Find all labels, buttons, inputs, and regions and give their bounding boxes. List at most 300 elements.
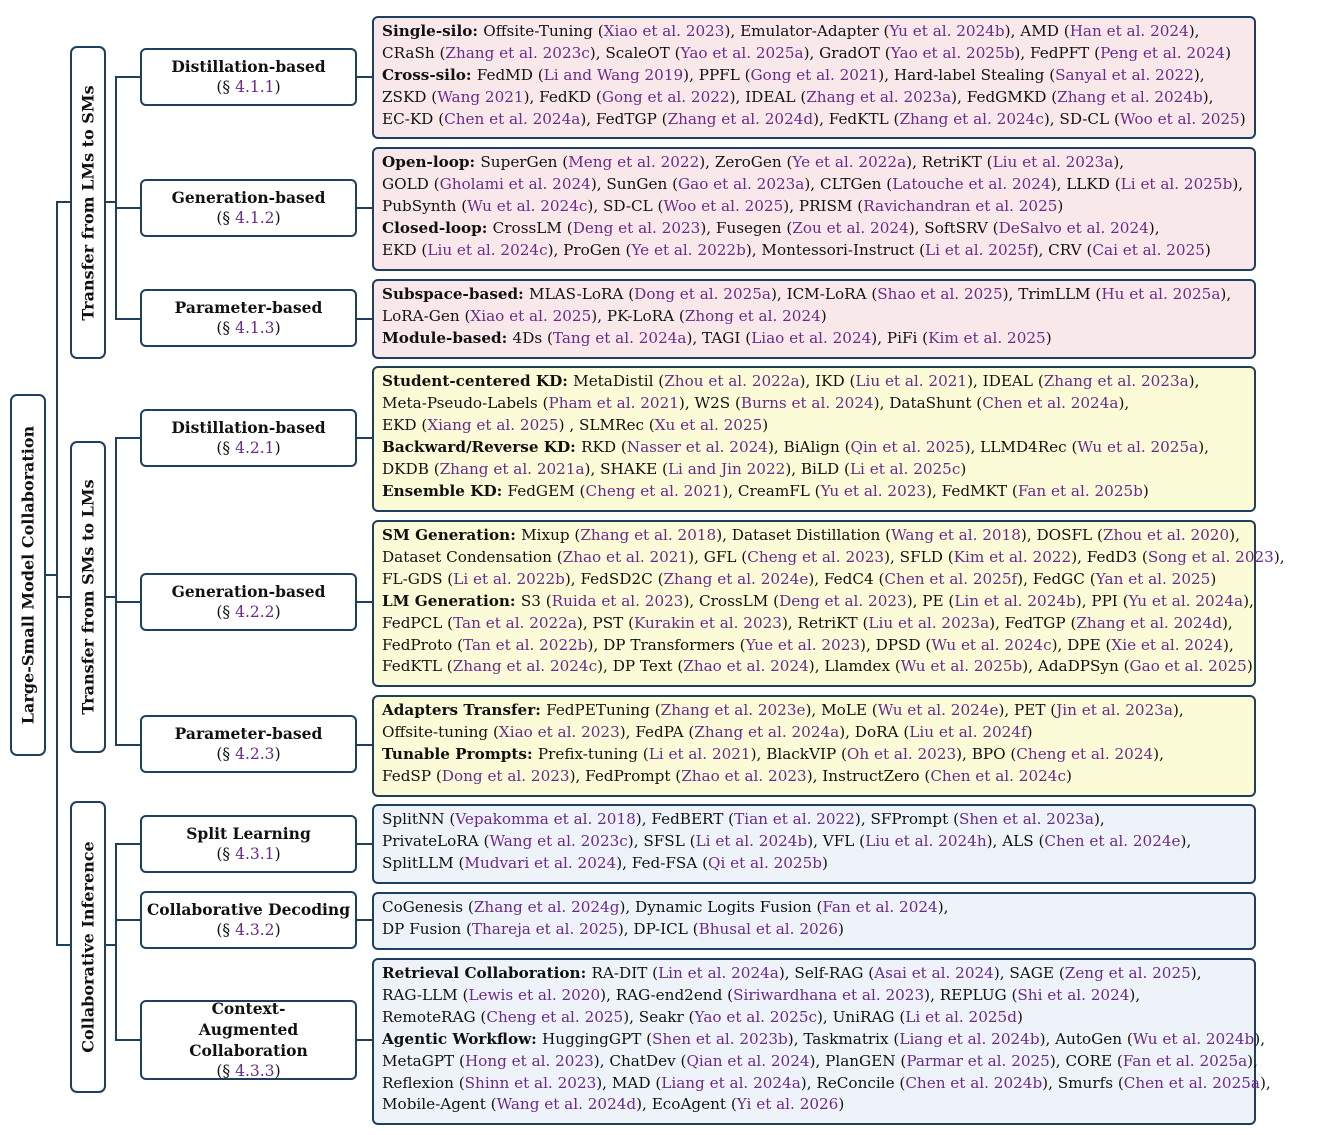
method-text: PrivateLoRA ( — [382, 831, 490, 850]
method-text: ), — [1148, 218, 1160, 237]
citation-link[interactable]: Mudvari et al. 2024 — [464, 853, 617, 872]
method-text: DP Fusion ( — [382, 919, 472, 938]
citation-link[interactable]: Yue et al. 2023 — [745, 635, 861, 654]
node-section: (§ 4.3.1) — [216, 845, 281, 863]
method-text: FedPCL ( — [382, 613, 454, 632]
method-text: ), — [1247, 1051, 1258, 1070]
citation-link[interactable]: Qian et al. 2024 — [686, 1051, 810, 1070]
category-label: Open-loop: — [382, 153, 481, 171]
method-text: ), IKD ( — [799, 372, 856, 390]
citation-link[interactable]: Asai et al. 2024 — [874, 964, 994, 982]
leaf-line — [382, 1094, 1246, 1116]
citation-link[interactable]: Ye et al. 2022b — [631, 240, 746, 259]
citation-link[interactable]: Lewis et al. 2020 — [468, 985, 601, 1004]
method-text: ), PPFL ( — [683, 65, 751, 84]
method-text: ), FedTGP ( — [989, 613, 1077, 632]
citation-link[interactable]: Wang et al. 2018 — [891, 526, 1021, 544]
method-text: ), DoRA ( — [839, 722, 910, 741]
citation-link[interactable]: Lin et al. 2024a — [658, 964, 779, 982]
section-number[interactable]: 4.2.3 — [235, 745, 275, 763]
citation-link[interactable]: Hong et al. 2023 — [464, 1051, 594, 1070]
method-text: ), — [1220, 285, 1232, 303]
method-text: ), Hard-label Stealing ( — [878, 65, 1056, 84]
connector — [56, 944, 70, 946]
section-number[interactable]: 4.1.3 — [235, 319, 275, 337]
citation-link[interactable]: Zhang et al. 2024d — [667, 109, 814, 128]
citation-link[interactable]: Tian et al. 2022 — [734, 810, 855, 828]
method-node — [140, 409, 357, 467]
leaf-box — [372, 804, 1256, 884]
method-node — [140, 715, 357, 773]
category-label: Retrieval Collaboration: — [382, 964, 592, 982]
method-node — [140, 48, 357, 106]
citation-link[interactable]: Zhang et al. 2024b — [1057, 87, 1203, 106]
node-section: (§ 4.1.2) — [216, 209, 281, 227]
citation-link[interactable]: Zhou et al. 2020 — [1102, 526, 1230, 544]
citation-link[interactable]: Xiang et al. 2025 — [427, 415, 559, 434]
method-text: ), CORE ( — [1049, 1051, 1123, 1070]
citation-link[interactable]: Yao et al. 2025c — [694, 1007, 817, 1026]
citation-link[interactable]: Zhao et al. 2021 — [562, 547, 689, 566]
method-node — [140, 815, 357, 873]
citation-link[interactable]: Chen et al. 2024b — [905, 1073, 1043, 1092]
method-text: ), IDEAL ( — [967, 372, 1044, 390]
citation-link[interactable]: Xu et al. 2025 — [654, 415, 763, 434]
citation-link[interactable]: Yao et al. 2025b — [890, 43, 1015, 62]
method-text: ), PPI ( — [1075, 591, 1129, 610]
citation-link[interactable]: Siriwardhana et al. 2023 — [733, 985, 925, 1004]
citation-link[interactable]: Liang et al. 2024a — [661, 1073, 801, 1092]
citation-link[interactable]: Zhang et al. 2018 — [580, 526, 717, 544]
citation-link[interactable]: Chen et al. 2024c — [930, 766, 1066, 785]
citation-link[interactable]: Liu et al. 2021 — [855, 372, 968, 390]
method-text: ), UniRAG ( — [816, 1007, 906, 1026]
citation-link[interactable]: Shi et al. 2024 — [1017, 985, 1130, 1004]
method-text: ), — [1273, 547, 1285, 566]
connector — [115, 207, 140, 209]
connector — [115, 1039, 140, 1041]
method-text: ), DPSD ( — [860, 635, 932, 654]
method-text: ), FedSD2C ( — [564, 569, 664, 588]
citation-link[interactable]: Yu et al. 2024a — [1128, 591, 1244, 610]
method-text: ) — [1142, 481, 1149, 500]
citation-link[interactable]: Yan et al. 2025 — [1095, 569, 1211, 588]
method-node — [140, 573, 357, 631]
citation-link[interactable]: Tan et al. 2022a — [453, 613, 577, 632]
method-text: 4Ds ( — [512, 328, 553, 347]
citation-link[interactable]: Zou et al. 2024 — [792, 218, 909, 237]
citation-link[interactable]: Zhang et al. 2024e — [663, 569, 809, 588]
method-text: FedKTL ( — [382, 657, 453, 676]
method-text: EC-KD ( — [382, 109, 445, 128]
citation-link[interactable]: Zhang et al. 2024c — [452, 657, 598, 676]
method-text: ), SFSL ( — [627, 831, 696, 850]
citation-link[interactable]: Gao et al. 2023a — [678, 174, 805, 193]
leaf-line — [382, 613, 1246, 635]
root-label: Large-Small Model Collaboration — [18, 425, 38, 725]
leaf-line — [382, 1051, 1258, 1073]
citation-link[interactable]: Cai et al. 2025 — [1092, 240, 1205, 259]
method-text: ), W2S ( — [678, 393, 741, 412]
citation-link[interactable]: Chen et al. 2024a — [982, 393, 1119, 412]
method-text: RA-DIT ( — [591, 964, 659, 982]
citation-link[interactable]: Lin et al. 2024b — [954, 591, 1076, 610]
connector — [356, 1039, 372, 1041]
method-text: ), Fusegen ( — [700, 218, 793, 237]
citation-link[interactable]: DeSalvo et al. 2024 — [998, 218, 1149, 237]
citation-link[interactable]: Liu et al. 2023a — [868, 613, 990, 632]
leaf-box — [372, 695, 1256, 797]
method-text: ), RetriKT ( — [906, 153, 993, 171]
citation-link[interactable]: Li et al. 2025f — [925, 240, 1033, 259]
method-text: FedProto ( — [382, 635, 464, 654]
category-label: Ensemble KD: — [382, 481, 508, 500]
method-text: ), GFL ( — [688, 547, 748, 566]
node-title: Parameter-based — [174, 298, 323, 317]
citation-link[interactable]: Cheng et al. 2023 — [747, 547, 885, 566]
citation-link[interactable]: Zhao et al. 2024 — [683, 657, 809, 676]
method-text: ), — [1129, 985, 1141, 1004]
connector — [56, 201, 70, 203]
method-text: ), — [1172, 701, 1184, 719]
citation-link[interactable]: Liang et al. 2024b — [899, 1029, 1040, 1048]
citation-link[interactable]: Cheng et al. 2025 — [486, 1007, 624, 1026]
leaf-box — [372, 16, 1256, 139]
method-text: RemoteRAG ( — [382, 1007, 487, 1026]
citation-link[interactable]: Shen et al. 2023a — [959, 810, 1094, 828]
method-text: CrossLM ( — [492, 218, 573, 237]
citation-link[interactable]: Zhong et al. 2024 — [684, 306, 821, 325]
node-title: Split Learning — [186, 824, 311, 843]
node-section: (§ 4.2.2) — [216, 603, 281, 621]
citation-link[interactable]: Wu et al. 2024e — [877, 701, 999, 719]
method-text: ), BiAlign ( — [767, 437, 851, 456]
citation-link[interactable]: Yu et al. 2023 — [820, 481, 927, 500]
citation-link[interactable]: Deng et al. 2023 — [572, 218, 701, 237]
citation-link[interactable]: Hu et al. 2025a — [1101, 285, 1221, 303]
citation-link[interactable]: Xie et al. 2024 — [1111, 635, 1224, 654]
method-text: ), — [1188, 22, 1200, 40]
method-text: ), DPE ( — [1051, 635, 1112, 654]
method-text: FL-GDS ( — [382, 569, 454, 588]
method-text: ), SunGen ( — [590, 174, 679, 193]
section-number[interactable]: 4.3.1 — [235, 845, 275, 863]
citation-link[interactable]: Meng et al. 2022 — [568, 153, 700, 171]
citation-link[interactable]: Zhang et al. 2023a — [806, 87, 952, 106]
citation-link[interactable]: Wu et al. 2024c — [931, 635, 1052, 654]
citation-link[interactable]: Zhang et al. 2024c — [899, 109, 1044, 128]
method-text: ), FedGMKD ( — [951, 87, 1058, 106]
citation-link[interactable]: Kurakin et al. 2023 — [634, 613, 782, 632]
method-text: DKDB ( — [382, 459, 440, 478]
leaf-box — [372, 892, 1256, 950]
method-text: ), FedGC ( — [1017, 569, 1096, 588]
leaf-line — [382, 1029, 1266, 1051]
citation-link[interactable]: Pham et al. 2021 — [548, 393, 679, 412]
citation-link[interactable]: Zhang et al. 2024a — [694, 722, 840, 741]
method-text: ), DOSFL ( — [1020, 526, 1103, 544]
method-text: ), REPLUG ( — [924, 985, 1018, 1004]
group-label: Transfer from LMs to SMs — [78, 84, 98, 321]
citation-link[interactable]: Gong et al. 2021 — [750, 65, 879, 84]
citation-link[interactable]: Fan et al. 2024 — [822, 898, 938, 916]
citation-link[interactable]: Deng et al. 2023 — [779, 591, 907, 610]
group-sm-to-lm — [70, 441, 106, 753]
node-section: (§ 4.2.3) — [216, 745, 281, 763]
citation-link[interactable]: Chen et al. 2024e — [1044, 831, 1181, 850]
citation-link[interactable]: Qi et al. 2025b — [708, 853, 822, 872]
method-text: ), SoftSRV ( — [908, 218, 999, 237]
citation-link[interactable]: Zhang et al. 2023a — [1043, 372, 1189, 390]
citation-link[interactable]: Fan et al. 2025a — [1122, 1051, 1248, 1070]
citation-link[interactable]: Gong et al. 2022 — [601, 87, 730, 106]
root-node — [10, 394, 46, 756]
citation-link[interactable]: Yi et al. 2026 — [736, 1095, 839, 1114]
citation-link[interactable]: Dong et al. 2023 — [441, 766, 570, 785]
method-text: ), FedBERT ( — [635, 810, 735, 828]
method-text: ), Taskmatrix ( — [787, 1029, 900, 1048]
leaf-line — [382, 635, 1246, 657]
method-text: ), FedPrompt ( — [569, 766, 682, 785]
method-text: ) — [762, 415, 769, 434]
method-text: ), — [1094, 810, 1105, 828]
method-text: Reflexion ( — [382, 1073, 465, 1092]
connector — [115, 437, 117, 746]
method-text: ), ZeroGen ( — [699, 153, 793, 171]
citation-link[interactable]: Cheng et al. 2021 — [585, 481, 723, 500]
leaf-line — [382, 393, 1246, 415]
citation-link[interactable]: Peng et al. 2024 — [1100, 43, 1226, 62]
citation-link[interactable]: Zeng et al. 2025 — [1064, 964, 1191, 982]
method-text: Meta-Pseudo-Labels ( — [382, 393, 549, 412]
citation-link[interactable]: Fan et al. 2025b — [1017, 481, 1143, 500]
citation-link[interactable]: Wang 2021 — [437, 87, 524, 106]
citation-link[interactable]: Li et al. 2025d — [905, 1007, 1017, 1026]
citation-link[interactable]: Zhang et al. 2021a — [439, 459, 585, 478]
citation-link[interactable]: Zhang et al. 2023c — [445, 43, 590, 62]
citation-link[interactable]: Wu et al. 2024b — [1132, 1029, 1255, 1048]
citation-link[interactable]: Jin et al. 2023a — [1056, 701, 1173, 719]
method-text: ), BPO ( — [956, 744, 1017, 763]
method-text: ), FedKTL ( — [813, 109, 900, 128]
citation-link[interactable]: Li et al. 2025b — [1120, 174, 1233, 193]
connector — [356, 744, 372, 746]
method-text: ), TAGI ( — [686, 328, 752, 347]
method-text: RAG-LLM ( — [382, 985, 469, 1004]
method-text: ) — [820, 306, 827, 325]
method-text: ), — [1254, 1029, 1266, 1048]
citation-link[interactable]: Zhou et al. 2022a — [664, 372, 800, 390]
citation-link[interactable]: Latouche et al. 2024 — [892, 174, 1051, 193]
citation-link[interactable]: Thareja et al. 2025 — [471, 919, 618, 938]
section-number[interactable]: 4.2.2 — [235, 603, 275, 621]
node-title: Distillation-based — [171, 418, 326, 437]
citation-link[interactable]: Chen et al. 2024a — [444, 109, 581, 128]
citation-link[interactable]: Gao et al. 2025 — [1129, 657, 1247, 676]
citation-link[interactable]: Ruida et al. 2023 — [551, 591, 684, 610]
method-text: ) — [822, 853, 828, 872]
method-text: ), AutoGen ( — [1039, 1029, 1133, 1048]
method-text: ), SFPrompt ( — [854, 810, 960, 828]
method-text: ), — [937, 898, 949, 916]
citation-link[interactable]: Vepakomma et al. 2018 — [455, 810, 636, 828]
citation-link[interactable]: Chen et al. 2025a — [1123, 1073, 1260, 1092]
citation-link[interactable]: Woo et al. 2025 — [1119, 109, 1240, 128]
method-text: LoRA-Gen ( — [382, 306, 471, 325]
node-title: Parameter-based — [174, 724, 323, 743]
category-label: Adapters Transfer: — [382, 701, 547, 719]
leaf-line — [382, 766, 1246, 788]
citation-link[interactable]: Wu et al. 2025a — [1077, 437, 1199, 456]
citation-link[interactable]: Yu et al. 2024b — [889, 22, 1005, 40]
citation-link[interactable]: Wu et al. 2025b — [900, 657, 1023, 676]
citation-link[interactable]: Wang et al. 2024d — [496, 1095, 637, 1114]
citation-link[interactable]: Xiao et al. 2023 — [603, 22, 725, 40]
node-title: Collaborative Decoding — [146, 900, 351, 919]
section-number[interactable]: 4.1.1 — [235, 78, 275, 96]
method-text: ), ProGen ( — [547, 240, 632, 259]
citation-link[interactable]: Tang et al. 2024a — [552, 328, 687, 347]
method-text: ), — [1180, 831, 1192, 850]
citation-link[interactable]: Wang et al. 2023c — [489, 831, 628, 850]
citation-link[interactable]: Zhang et al. 2024d — [1076, 613, 1222, 632]
section-number[interactable]: 4.3.3 — [235, 1062, 275, 1080]
citation-link[interactable]: Parmar et al. 2025 — [906, 1051, 1050, 1070]
method-node — [140, 179, 357, 237]
citation-link[interactable]: Liu et al. 2024h — [865, 831, 987, 850]
leaf-line — [382, 306, 1246, 328]
method-text: ), — [1259, 1073, 1271, 1092]
method-text: ), — [1229, 526, 1240, 544]
leaf-line — [382, 744, 1246, 766]
method-text: ), Dataset Distillation ( — [716, 526, 892, 544]
citation-link[interactable]: Cheng et al. 2024 — [1016, 744, 1154, 763]
method-text: ), DataShunt ( — [873, 393, 983, 412]
leaf-line — [382, 722, 1246, 744]
category-label: SM Generation: — [382, 526, 522, 544]
group-label: Collaborative Inference — [78, 841, 98, 1053]
citation-link[interactable]: Shao et al. 2025 — [877, 285, 1003, 303]
citation-link[interactable]: Bhusal et al. 2026 — [698, 919, 838, 938]
leaf-line — [382, 1007, 1246, 1029]
citation-link[interactable]: Nasser et al. 2024 — [626, 437, 768, 456]
citation-link[interactable]: Liu et al. 2023a — [992, 153, 1114, 171]
citation-link[interactable]: Li et al. 2024b — [695, 831, 808, 850]
leaf-line — [382, 87, 1246, 109]
citation-link[interactable]: Chen et al. 2025f — [884, 569, 1018, 588]
citation-link[interactable]: Liu et al. 2024c — [427, 240, 548, 259]
citation-link[interactable]: Kim et al. 2025 — [928, 328, 1046, 347]
leaf-line — [382, 21, 1246, 43]
citation-link[interactable]: Xiao et al. 2025 — [470, 306, 592, 325]
citation-link[interactable]: Han et al. 2024 — [1069, 22, 1189, 40]
leaf-line — [382, 65, 1246, 87]
method-text: MLAS-LoRA ( — [529, 285, 635, 303]
method-text: ), FedPA ( — [619, 722, 695, 741]
node-section: (§ 4.3.3) — [216, 1062, 281, 1080]
method-text: ), PE ( — [906, 591, 955, 610]
method-text: ) — [1246, 657, 1253, 676]
method-text: ) , SLMRec ( — [558, 415, 655, 434]
citation-link[interactable]: Zhang et al. 2023e — [660, 701, 806, 719]
citation-link[interactable]: Kim et al. 2022 — [953, 547, 1072, 566]
connector — [356, 437, 372, 439]
citation-link[interactable]: Ravichandran et al. 2025 — [863, 196, 1058, 215]
citation-link[interactable]: Li and Jin 2022 — [667, 459, 786, 478]
citation-link[interactable]: Xiao et al. 2023 — [498, 722, 620, 741]
connector — [56, 201, 58, 946]
method-text: Offsite-Tuning ( — [483, 22, 604, 40]
citation-link[interactable]: Liu et al. 2024f — [909, 722, 1027, 741]
method-text: ), FedMKT ( — [926, 481, 1018, 500]
citation-link[interactable]: Zhang et al. 2024g — [473, 898, 620, 916]
node-title: Generation-based — [171, 188, 326, 207]
citation-link[interactable]: Li et al. 2025c — [849, 459, 961, 478]
leaf-line — [382, 328, 1246, 350]
citation-link[interactable]: Gholami et al. 2024 — [439, 174, 591, 193]
citation-link[interactable]: Shen et al. 2023b — [652, 1029, 788, 1048]
citation-link[interactable]: Dong et al. 2025a — [634, 285, 771, 303]
citation-link[interactable]: Song et al. 2023 — [1147, 547, 1274, 566]
method-text: FedSP ( — [382, 766, 442, 785]
method-text: Offsite-tuning ( — [382, 722, 499, 741]
connector — [115, 919, 140, 921]
citation-link[interactable]: Yao et al. 2025a — [680, 43, 804, 62]
method-text: ), GradOT ( — [803, 43, 891, 62]
method-text: ), ALS ( — [986, 831, 1045, 850]
citation-link[interactable]: Li and Wang 2019 — [543, 65, 684, 84]
method-text: ), Seakr ( — [623, 1007, 695, 1026]
leaf-box — [372, 520, 1285, 687]
method-text: ), RetriKT ( — [781, 613, 869, 632]
method-text: ), Emulator-Adapter ( — [724, 22, 890, 40]
section-number[interactable]: 4.2.1 — [235, 439, 275, 457]
citation-link[interactable]: Tan et al. 2022b — [463, 635, 588, 654]
citation-link[interactable]: Oh et al. 2023 — [846, 744, 957, 763]
citation-link[interactable]: Ye et al. 2022a — [792, 153, 907, 171]
citation-link[interactable]: Qin et al. 2025 — [850, 437, 965, 456]
method-text: ), FedTGP ( — [580, 109, 668, 128]
method-text: Mixup ( — [521, 526, 581, 544]
method-text: ), ChatDev ( — [593, 1051, 687, 1070]
method-text: ), CreamFL ( — [722, 481, 821, 500]
method-text: ), MoLE ( — [805, 701, 878, 719]
citation-link[interactable]: Sanyal et al. 2022 — [1055, 65, 1194, 84]
method-text: ), TrimLLM ( — [1002, 285, 1102, 303]
leaf-line — [382, 437, 1246, 459]
citation-link[interactable]: Wu et al. 2024c — [467, 196, 588, 215]
citation-link[interactable]: Li et al. 2021 — [648, 744, 751, 763]
method-text: ZSKD ( — [382, 87, 438, 106]
citation-link[interactable]: Shinn et al. 2023 — [464, 1073, 597, 1092]
section-number[interactable]: 4.1.2 — [235, 209, 275, 227]
citation-link[interactable]: Liao et al. 2024 — [751, 328, 872, 347]
method-text: ), — [1193, 65, 1205, 84]
leaf-line — [382, 459, 1246, 481]
method-text: ), BlackVIP ( — [750, 744, 847, 763]
leaf-line — [382, 853, 1246, 875]
method-text: ) — [1204, 240, 1211, 259]
node-title: Distillation-based — [171, 57, 326, 76]
citation-link[interactable]: Li et al. 2022b — [453, 569, 565, 588]
section-number[interactable]: 4.3.2 — [235, 921, 275, 939]
citation-link[interactable]: Woo et al. 2025 — [663, 196, 784, 215]
citation-link[interactable]: Burns et al. 2024 — [740, 393, 874, 412]
method-text: ), Smurfs ( — [1042, 1073, 1124, 1092]
category-label: Student-centered KD: — [382, 372, 574, 390]
citation-link[interactable]: Zhao et al. 2023 — [681, 766, 807, 785]
method-text: CoGenesis ( — [382, 898, 474, 916]
